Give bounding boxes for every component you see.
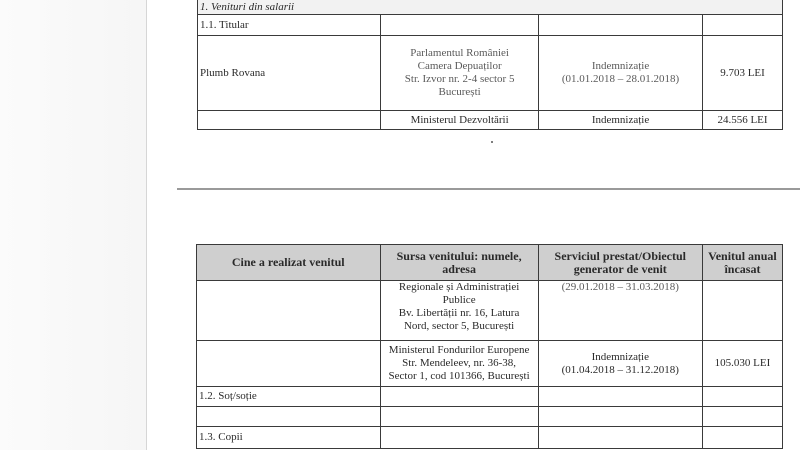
income-cell [702, 281, 782, 341]
header-service: Serviciul prestat/Obiectul generator de venit [538, 245, 702, 281]
source-cell: Ministerul Fondurilor Europene Str. Mendeleev, nr. 36-38, Sector 1, cod 101366, București [380, 341, 538, 387]
header-income: Venitul anual încasat [702, 245, 782, 281]
header-source: Sursa venitului: numele, adresa [380, 245, 538, 281]
income-cell: 9.703 LEI [703, 36, 783, 111]
empty-cell [538, 407, 702, 427]
page-margin [0, 0, 146, 450]
empty-cell [539, 15, 703, 36]
beneficiary-cell [197, 281, 381, 341]
empty-cell [703, 15, 783, 36]
spouse-label: 1.2. Soț/soție [197, 387, 381, 407]
header-beneficiary: Cine a realizat venitul [197, 245, 381, 281]
empty-cell [538, 427, 702, 449]
empty-cell [380, 427, 538, 449]
subsection-titular: 1.1. Titular [198, 15, 381, 36]
beneficiary-cell: Plumb Rovana [198, 36, 381, 111]
service-cell: Indemnizație [539, 111, 703, 130]
income-cell: 105.030 LEI [702, 341, 782, 387]
empty-cell [380, 407, 538, 427]
page-edge [146, 0, 147, 450]
income-table-page1 [197, 0, 783, 130]
empty-cell [702, 427, 782, 449]
scan-speck [491, 141, 493, 143]
beneficiary-cell [198, 111, 381, 130]
page-separator [177, 188, 800, 190]
empty-cell [381, 15, 539, 36]
source-cell: Regionale și Administrației Publice Bv. Libertății nr. 16, Latura Nord, sector 5, București [380, 281, 538, 341]
section-title: 1. Venituri din salarii [198, 0, 783, 15]
empty-cell [538, 387, 702, 407]
income-table-page2 [196, 244, 783, 449]
source-cell: Parlamentul României Camera Depuaților Str. Izvor nr. 2-4 sector 5 București [381, 36, 539, 111]
service-cell: (29.01.2018 – 31.03.2018) [538, 281, 702, 341]
income-cell: 24.556 LEI [703, 111, 783, 130]
empty-cell [380, 387, 538, 407]
empty-cell [702, 387, 782, 407]
service-cell: Indemnizație (01.04.2018 – 31.12.2018) [538, 341, 702, 387]
source-cell: Ministerul Dezvoltării [381, 111, 539, 130]
empty-cell [702, 407, 782, 427]
children-label: 1.3. Copii [197, 427, 381, 449]
empty-cell [197, 407, 381, 427]
beneficiary-cell [197, 341, 381, 387]
service-cell: Indemnizație (01.01.2018 – 28.01.2018) [539, 36, 703, 111]
